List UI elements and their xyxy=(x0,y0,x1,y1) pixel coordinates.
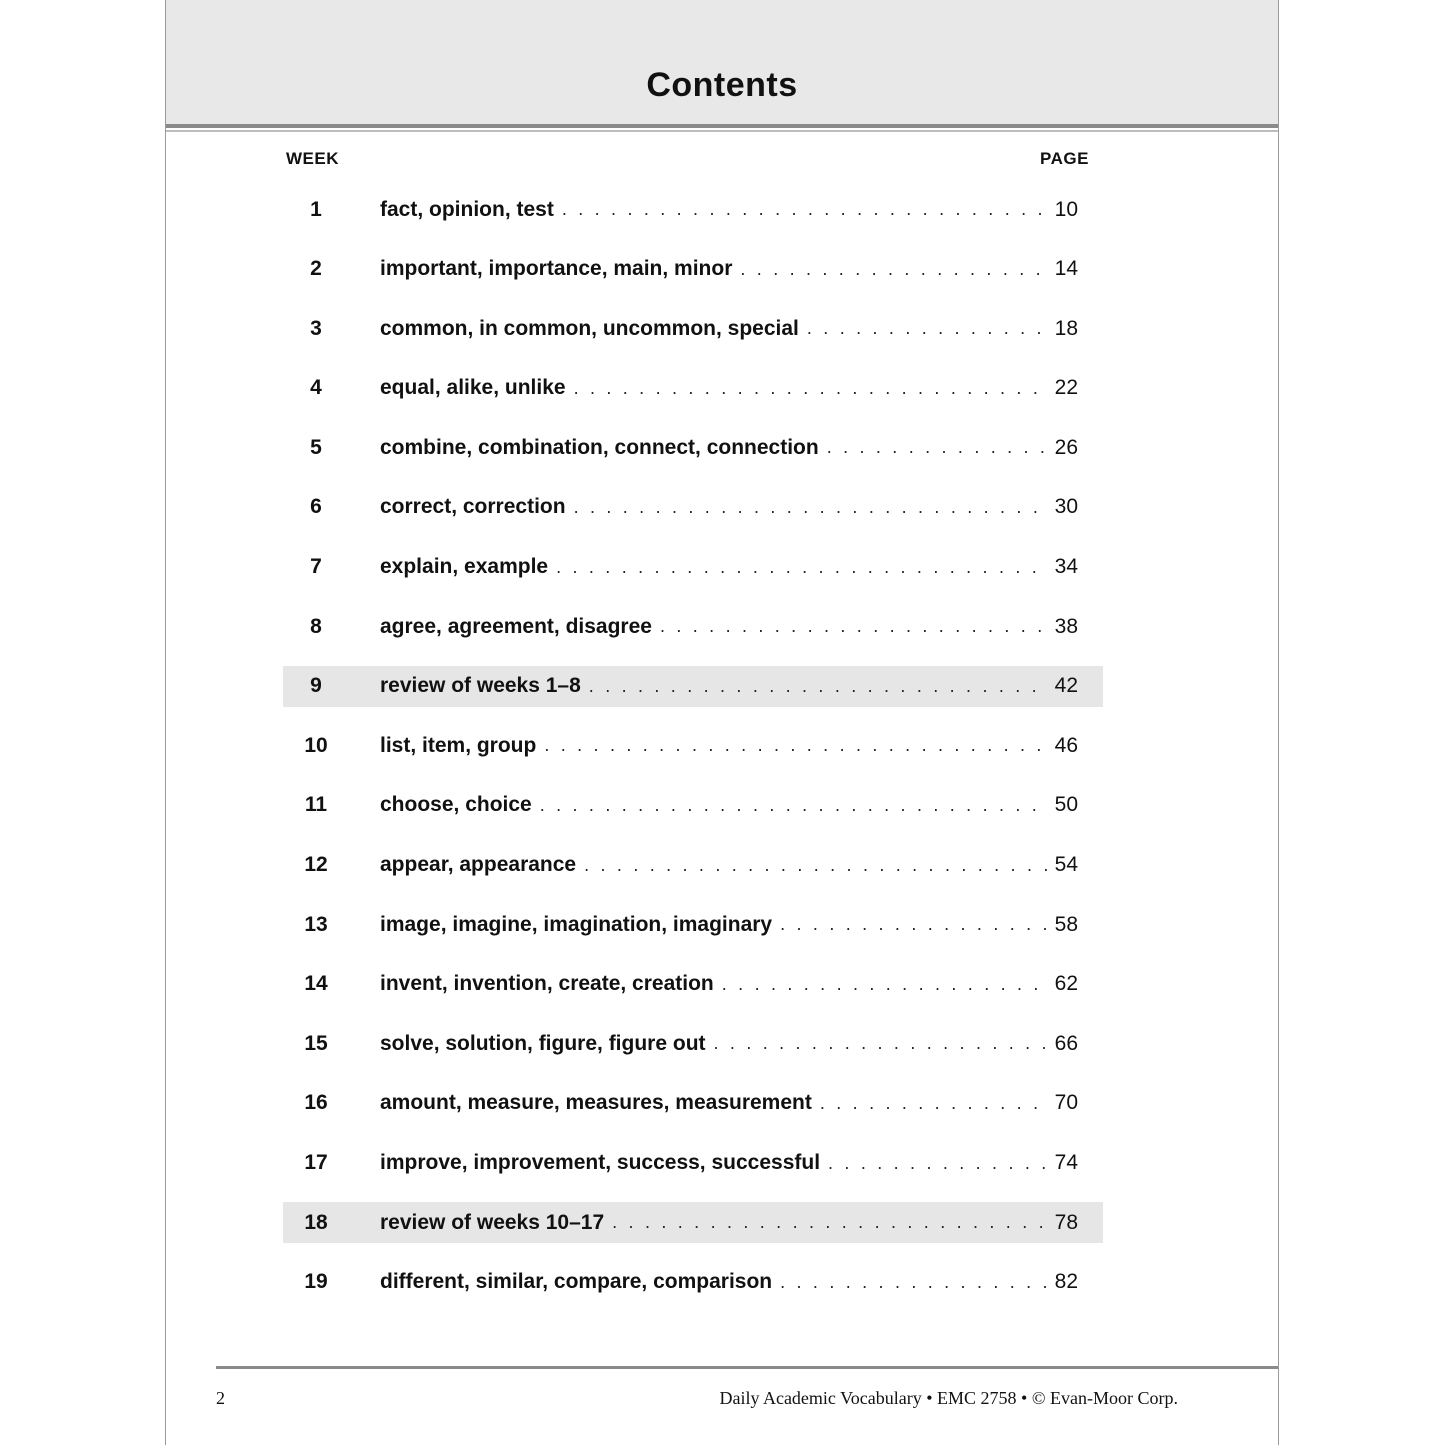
toc-row xyxy=(283,725,1103,766)
toc-entry xyxy=(380,308,1078,349)
toc-entry xyxy=(380,785,1078,826)
toc-row xyxy=(283,1262,1103,1303)
toc-entry xyxy=(380,427,1078,468)
page-number: 10 xyxy=(1054,197,1078,221)
dot-leader xyxy=(722,974,1049,995)
dot-leader xyxy=(584,855,1049,876)
dot-leader xyxy=(827,437,1049,458)
page-number: 78 xyxy=(1054,1210,1078,1234)
week-number: 8 xyxy=(310,614,322,638)
vocabulary-words: important, importance, main, minor xyxy=(380,257,733,281)
dot-leader xyxy=(556,557,1049,578)
dot-leader xyxy=(562,199,1049,220)
dot-leader xyxy=(589,676,1049,697)
dot-leader xyxy=(780,914,1049,935)
week-column-header: WEEK xyxy=(286,149,339,168)
week-number: 6 xyxy=(310,495,322,519)
vocabulary-words: explain, example xyxy=(380,555,549,579)
vocabulary-words: combine, combination, connect, connection xyxy=(380,435,819,459)
week-number: 17 xyxy=(304,1151,328,1174)
dot-leader xyxy=(612,1212,1048,1233)
vocabulary-words: correct, correction xyxy=(380,495,566,519)
page-number: 30 xyxy=(1054,495,1078,519)
week-number: 2 xyxy=(310,257,322,281)
page-number: 18 xyxy=(1054,316,1078,340)
week-number: 4 xyxy=(310,376,322,400)
page-number: 58 xyxy=(1054,912,1078,936)
toc-row xyxy=(283,1143,1103,1184)
document-page xyxy=(165,0,1279,1445)
dot-leader xyxy=(540,795,1049,816)
table-of-contents xyxy=(283,189,1103,1321)
toc-row xyxy=(283,666,1103,707)
dot-leader xyxy=(574,497,1049,518)
week-number: 10 xyxy=(304,733,328,757)
toc-entry xyxy=(380,725,1078,766)
footer-page-number: 2 xyxy=(216,1388,225,1408)
week-number: 19 xyxy=(304,1270,328,1294)
toc-row xyxy=(283,1083,1103,1124)
vocabulary-words: different, similar, compare, comparison xyxy=(380,1270,773,1294)
title-banner xyxy=(166,0,1278,124)
toc-entry xyxy=(380,487,1078,528)
vocabulary-words: review of weeks 1–8 xyxy=(380,674,581,698)
page-number: 50 xyxy=(1054,793,1078,817)
page-number: 46 xyxy=(1054,733,1078,757)
page-number: 42 xyxy=(1054,674,1078,698)
toc-row xyxy=(283,785,1103,826)
toc-entry xyxy=(380,189,1078,230)
footer-credit: Daily Academic Vocabulary • EMC 2758 • © Evan-Moor Corp. xyxy=(719,1388,1178,1408)
vocabulary-words: review of weeks 10–17 xyxy=(380,1210,605,1234)
dot-leader xyxy=(660,616,1049,637)
toc-row xyxy=(283,308,1103,349)
page-number: 82 xyxy=(1054,1270,1078,1294)
page-number: 14 xyxy=(1054,257,1078,281)
dot-leader xyxy=(828,1153,1049,1174)
dot-leader xyxy=(807,318,1049,339)
toc-entry xyxy=(380,547,1078,588)
dot-leader xyxy=(714,1033,1049,1054)
week-number: 3 xyxy=(310,316,322,340)
week-number: 15 xyxy=(304,1031,328,1055)
vocabulary-words: list, item, group xyxy=(380,733,537,757)
toc-row xyxy=(283,189,1103,230)
page-number: 38 xyxy=(1054,614,1078,638)
toc-row xyxy=(283,427,1103,468)
toc-row xyxy=(283,1202,1103,1243)
toc-entry xyxy=(380,845,1078,886)
week-number: 14 xyxy=(304,972,328,996)
week-number: 18 xyxy=(304,1210,328,1234)
toc-entry xyxy=(380,1262,1078,1303)
vocabulary-words: amount, measure, measures, measurement xyxy=(380,1091,812,1115)
week-number: 12 xyxy=(304,853,328,877)
toc-entry xyxy=(380,249,1078,290)
toc-entry xyxy=(380,1143,1078,1184)
page-number: 34 xyxy=(1054,555,1078,579)
page-number: 74 xyxy=(1054,1151,1078,1174)
toc-entry xyxy=(380,1083,1078,1124)
page-number: 66 xyxy=(1054,1031,1078,1055)
vocabulary-words: common, in common, uncommon, special xyxy=(380,316,799,340)
week-number: 5 xyxy=(310,435,322,459)
toc-entry xyxy=(380,606,1078,647)
toc-row xyxy=(283,249,1103,290)
week-number: 9 xyxy=(310,674,322,698)
toc-row xyxy=(283,964,1103,1005)
header-divider xyxy=(166,124,1278,128)
toc-row xyxy=(283,487,1103,528)
page-number: 22 xyxy=(1054,376,1078,400)
toc-row xyxy=(283,368,1103,409)
week-number: 7 xyxy=(310,555,322,579)
page-number: 26 xyxy=(1054,435,1078,459)
week-number: 1 xyxy=(310,197,322,221)
page-number: 54 xyxy=(1054,853,1078,877)
page-number: 70 xyxy=(1054,1091,1078,1115)
toc-entry xyxy=(380,1023,1078,1064)
week-number: 16 xyxy=(304,1091,328,1115)
toc-entry xyxy=(380,368,1078,409)
vocabulary-words: invent, invention, create, creation xyxy=(380,972,714,996)
toc-row xyxy=(283,547,1103,588)
dot-leader xyxy=(574,378,1049,399)
vocabulary-words: equal, alike, unlike xyxy=(380,376,566,400)
dot-leader xyxy=(740,259,1048,280)
toc-entry xyxy=(380,964,1078,1005)
vocabulary-words: improve, improvement, success, successful xyxy=(380,1151,821,1174)
dot-leader xyxy=(544,735,1048,756)
toc-row xyxy=(283,904,1103,945)
vocabulary-words: choose, choice xyxy=(380,793,532,817)
toc-row xyxy=(283,845,1103,886)
toc-row xyxy=(283,606,1103,647)
dot-leader xyxy=(780,1272,1049,1293)
vocabulary-words: image, imagine, imagination, imaginary xyxy=(380,912,773,936)
vocabulary-words: appear, appearance xyxy=(380,853,577,877)
vocabulary-words: fact, opinion, test xyxy=(380,197,554,221)
page-column-header: PAGE xyxy=(1040,149,1089,168)
toc-row xyxy=(283,1023,1103,1064)
vocabulary-words: solve, solution, figure, figure out xyxy=(380,1031,706,1055)
page-title: Contents xyxy=(646,66,798,104)
week-number: 13 xyxy=(304,912,328,936)
dot-leader xyxy=(820,1093,1049,1114)
toc-entry xyxy=(380,666,1078,707)
vocabulary-words: agree, agreement, disagree xyxy=(380,614,652,638)
page-number: 62 xyxy=(1054,972,1078,996)
toc-entry xyxy=(380,1202,1078,1243)
week-number: 11 xyxy=(304,793,328,817)
header-divider-thin xyxy=(166,130,1278,132)
toc-entry xyxy=(380,904,1078,945)
footer-divider xyxy=(216,1366,1278,1369)
